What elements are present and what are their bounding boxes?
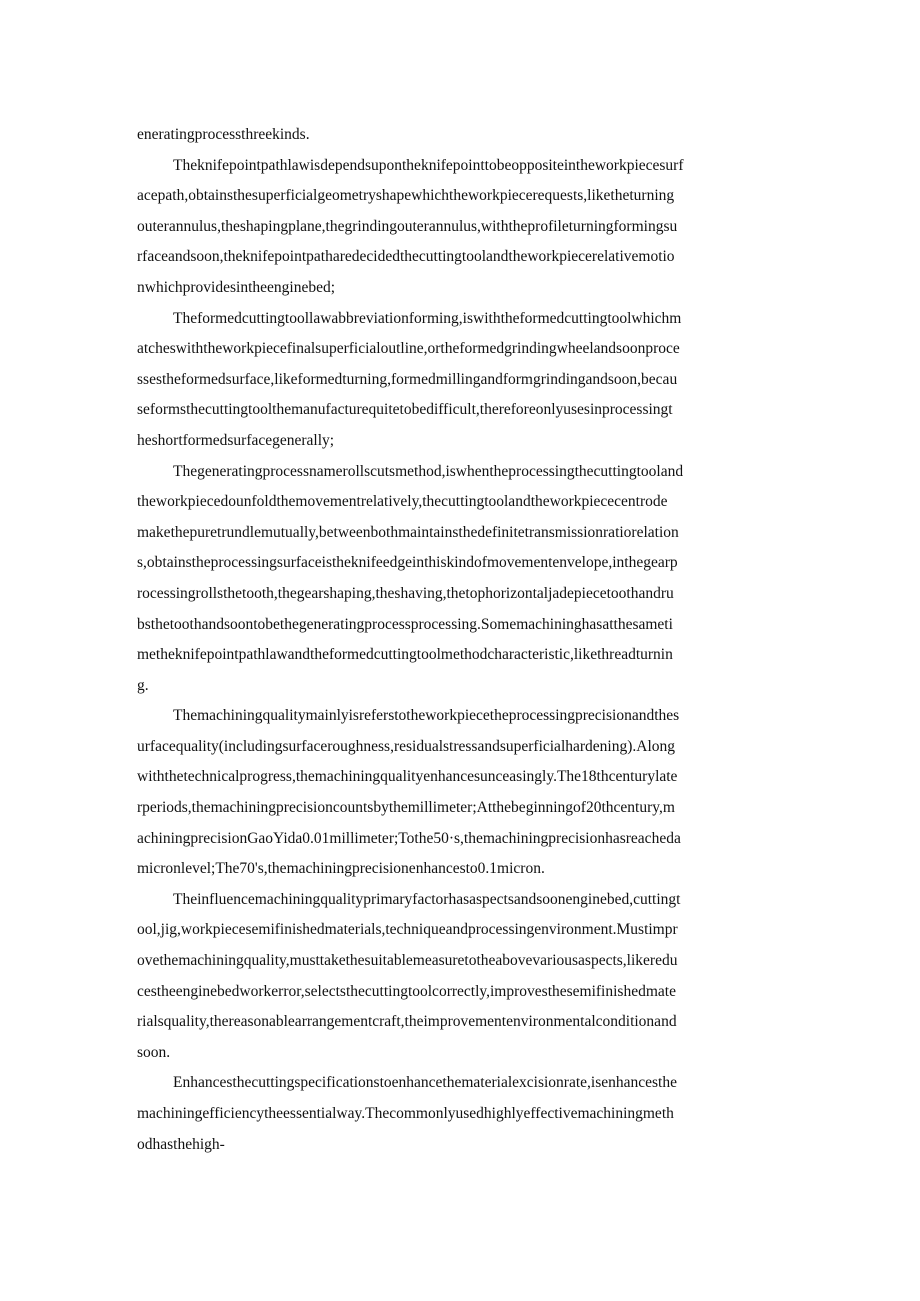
text-line: acepath,obtainsthesuperficialgeometryshapewhichtheworkpiecerequests,liketheturning — [137, 187, 675, 205]
text-line: s,obtainstheprocessingsurfaceistheknifeedgeinthiskindofmovementenvelope,inthegearp — [137, 554, 678, 572]
text-line: ovethemachiningquality,musttakethesuitablemeasuretotheabovevariousaspects,likeredu — [137, 952, 678, 970]
paragraph-first-line: Thegeneratingprocessnamerollscutsmethod,iswhentheprocessingthecuttingtooland — [173, 462, 684, 480]
text-line: makethepuretrundlemutually,betweenbothmaintainsthedefinitetransmissionratiorelation — [137, 523, 679, 541]
paragraph-first-line: Theformedcuttingtoollawabbreviationforming,iswiththeformedcuttingtoolwhichm — [173, 309, 682, 327]
text-line: outerannulus,theshapingplane,thegrindingouterannulus,withtheprofileturningformingsu — [137, 217, 678, 235]
text-line: metheknifepointpathlawandtheformedcuttingtoolmethodcharacteristic,likethreadturnin — [137, 646, 673, 664]
text-line: rialsquality,thereasonablearrangementcraft,theimprovementenvironmentalconditionand — [137, 1013, 677, 1031]
text-line: achiningprecisionGaoYida0.01millimeter;Tothe50·s,themachiningprecisionhasreacheda — [137, 829, 681, 847]
text-line: nwhichprovidesintheenginebed; — [137, 278, 336, 296]
text-line: ssestheformedsurface,likeformedturning,formedmillingandformgrindingandsoon,becau — [137, 370, 678, 388]
text-line: g. — [137, 676, 149, 694]
text-line: seformsthecuttingtoolthemanufacturequitetobedifficult,thereforeonlyusesinprocessingt — [137, 401, 673, 419]
text-line: rperiods,themachiningprecisioncountsbythemillimeter;Atthebeginningof20thcentury,m — [137, 799, 675, 817]
text-line: theworkpiecedounfoldthemovementrelatively,thecuttingtoolandtheworkpiececentrode — [137, 493, 668, 511]
paragraph-first-line: Themachiningqualitymainlyisreferstotheworkpiecetheprocessingprecisionandthes — [173, 707, 680, 725]
text-line: atcheswiththeworkpiecefinalsuperficialoutline,ortheformedgrindingwheelandsoonproce — [137, 340, 680, 358]
text-line: heshortformedsurfacegenerally; — [137, 431, 335, 449]
text-line: withthetechnicalprogress,themachiningqualityenhancesunceasingly.The18thcenturylate — [137, 768, 678, 786]
text-line: micronlevel;The70's,themachiningprecisionenhancesto0.1micron. — [137, 860, 545, 878]
text-line: bsthetoothandsoontobethegeneratingprocessprocessing.Somemachininghasatthesameti — [137, 615, 673, 633]
text-line: urfacequality(includingsurfaceroughness,residualstressandsuperficialhardening).Along — [137, 737, 676, 755]
body-text — [137, 120, 787, 1160]
paragraph-first-line: Enhancesthecuttingspecificationstoenhancethematerialexcisionrate,isenhancesthe — [173, 1074, 677, 1092]
paragraph-first-line: Theinfluencemachiningqualityprimaryfactorhasaspectsandsoonenginebed,cuttingt — [173, 890, 681, 908]
text-line: soon. — [137, 1043, 171, 1061]
text-line: machiningefficiencytheessentialway.Thecommonlyusedhighlyeffectivemachiningmeth — [137, 1105, 674, 1122]
text-line: cestheenginebedworkerror,selectsthecuttingtoolcorrectly,improvesthesemifinishedmate — [137, 982, 676, 1000]
paragraph-first-line: Theknifepointpathlawisdependsupontheknifepointtobeoppositeintheworkpiecesurf — [173, 156, 684, 174]
text-line: rfaceandsoon,theknifepointpatharedecidedthecuttingtoolandtheworkpiecerelativemotio — [137, 248, 675, 266]
text-line: ool,jig,workpiecesemifinishedmaterials,techniqueandprocessingenvironment.Mustimpr — [137, 921, 678, 939]
text-line: eneratingprocessthreekinds. — [137, 126, 310, 143]
text-line: odhasthehigh- — [137, 1135, 225, 1153]
text-line: rocessingrollsthetooth,thegearshaping,theshaving,thetophorizontaljadepiecetoothandru — [137, 584, 674, 602]
